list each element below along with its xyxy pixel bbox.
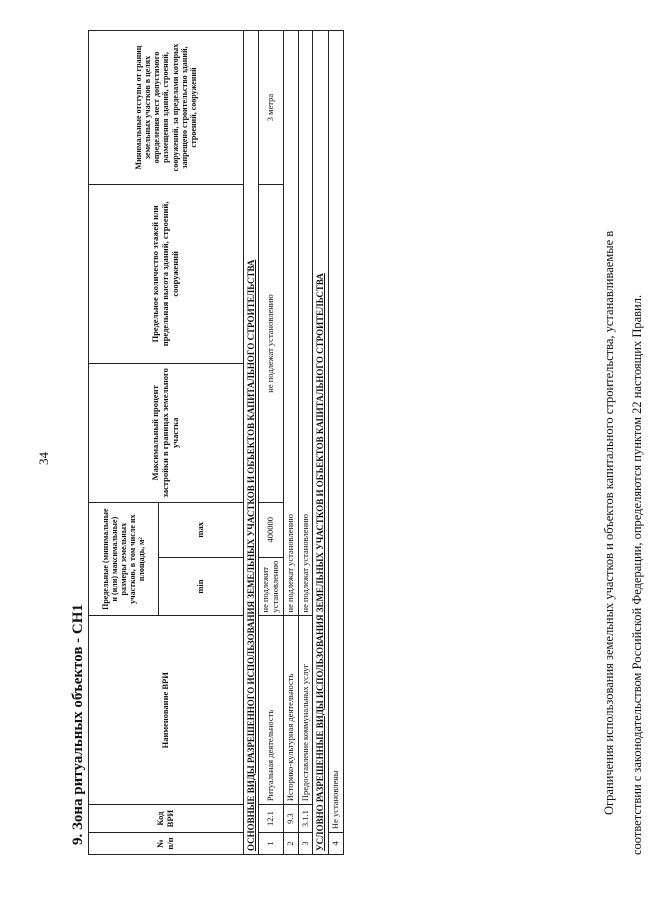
header-max: max — [159, 502, 244, 557]
cell-value: не подлежат установлению — [283, 31, 298, 616]
section-main-label: ОСНОВНЫЕ ВИДЫ РАЗРЕШЕННОГО ИСПОЛЬЗОВАНИЯ ЗЕМЕЛЬНЫХ УЧАСТКОВ И ОБЪЕКТОВ КАПИТАЛЬНОГО СТРОИТЕЛЬСТВА — [244, 31, 259, 855]
cell-max: 400000 — [259, 502, 284, 557]
paragraph-line-1: Ограничения использования земельных участков и объектов капитального строительства, устанавливаемые в — [602, 230, 616, 815]
cell-name: Историко-культурная деятельность — [283, 616, 298, 805]
paragraph-line-2: соответствии с законодательством Российской Федерации, определяются пунктом 22 настоящих Правил. — [630, 294, 644, 855]
cell-num: 4 — [328, 833, 343, 855]
header-min: min — [159, 557, 244, 616]
table-header-row — [89, 31, 159, 855]
cell-percent-floors: не подлежат установлению — [259, 185, 284, 503]
page-number: 34 — [36, 452, 51, 465]
header-name: Наименование ВРИ — [89, 616, 244, 805]
cell-name: Предоставление коммунальных услуг — [298, 616, 313, 805]
cell-code: 9.3 — [283, 805, 298, 833]
cell-value: Не установлены — [328, 31, 343, 833]
header-setback: Минимальные отступы от границ земельных участков в целях определения мест допустимого размещения зданий, строений, сооружений, за пределами которых запрещено строительство зданий, строений, сооружений — [89, 31, 244, 185]
restrictions-paragraph — [595, 25, 651, 855]
cell-name: Ритуальная деятельность — [259, 616, 284, 805]
header-size-group: Предельные (минимальные и (или) максимальные) размеры земельных участков, в том числе их площадь, м² — [89, 502, 159, 616]
header-floors: Предельное количество этажей или предельная высота зданий, строений, сооружений — [89, 185, 244, 364]
cell-code: 12.1 — [259, 805, 284, 833]
cell-min: не подлежит установлению — [259, 557, 284, 616]
cell-value: не подлежат установлению — [298, 31, 313, 616]
table-row — [328, 31, 343, 855]
cell-num: 3 — [298, 833, 313, 855]
header-code: Код ВРИ — [89, 805, 244, 833]
table-row — [283, 31, 298, 855]
section-row-main — [244, 31, 259, 855]
cell-num: 2 — [283, 833, 298, 855]
header-percent: Максимальный процент застройки в границах земельного участка — [89, 363, 244, 502]
section-title: 9. Зона ритуальных объектов - СН1 — [70, 604, 86, 845]
cell-setback: 3 метра — [259, 31, 284, 185]
cell-code: 3.1.1 — [298, 805, 313, 833]
header-num: № п/п — [89, 833, 244, 855]
table-row — [259, 31, 284, 855]
section-conditional-label: УСЛОВНО РАЗРЕШЕННЫЕ ВИДЫ ИСПОЛЬЗОВАНИЯ ЗЕМЕЛЬНЫХ УЧАСТКОВ И ОБЪЕКТОВ КАПИТАЛЬНОГО СТРОИТЕЛЬСТВА — [313, 31, 328, 855]
cell-num: 1 — [259, 833, 284, 855]
section-row-conditional — [313, 31, 328, 855]
regulations-table — [88, 30, 344, 855]
table-row — [298, 31, 313, 855]
